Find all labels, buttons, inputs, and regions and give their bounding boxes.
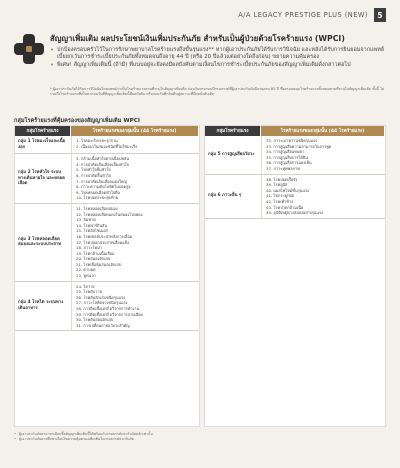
disease-item: 8. ภาวะความดันโลหิตในปอดสูง [76,184,131,190]
hero-title: สัญญาเพิ่มเติม ผลประโยชน์เงินเพิ่มประกันภัย สำหรับเป็นผู้ป่วยด้วยโรคร้ายแรง (WPCI) [50,34,345,43]
group-disease-list [261,175,385,218]
disease-item: 31. การเปลี่ยนถ่ายอวัยวะสำคัญ [76,322,130,328]
disease-item: 14. โรคพาร์กินสัน [76,222,108,228]
disease-item: 4. การผ่าตัดเส้นเลือดเลี้ยงหัวใจ [76,161,129,167]
disease-item: 28. การติดเชื้อเอชไอวีจากการทำงาน [76,306,140,312]
disease-item: 41. ไขกระดูกฝ่อ [266,193,295,199]
disease-item: 44. อุบัติเหตุทางสมองอย่างรุนแรง [266,210,323,216]
brand-title: A/A LEGACY PRESTIGE PLUS (NEW) [238,11,368,19]
disease-group-row [15,136,199,154]
disease-item: 6. การผ่าตัดลิ้นหัวใจ [76,172,112,178]
disease-item: 42. โรคเท้าช้าง [266,198,294,204]
disease-item: 40. แผลไฟไหม้ขั้นรุนแรง [266,187,309,193]
disease-table-left [14,125,200,427]
disease-item: 35. การสูญเสียการได้ยิน [266,154,308,160]
group-name: กลุ่ม 4 โรคไต ระบบทางเดินอาหาร [18,300,64,312]
disease-item: 22. ตาบอด [76,267,96,273]
group-disease-list [261,136,385,174]
disease-item: 37. ภาวะทุพพลภาพ [266,165,300,171]
disease-item: 9. โรคหลอดเลือดหัวใจตีบ [76,189,121,195]
disease-group-row [15,282,199,332]
disease-item: 13. อัมพาต [76,217,96,223]
header-group: กลุ่มโรคร้ายแรง [205,126,261,136]
table-body [205,136,385,219]
group-name: กลุ่ม 3 โรคหลอดเลือดสมองและระบบประสาท [18,236,62,248]
disease-item: 20. โรคสมองอักเสบ [76,256,111,262]
disease-item: 15. โรคอัลไซเมอร์ [76,228,108,234]
table-header [15,126,199,136]
disease-item: 7. การผ่าตัดเส้นเลือดแดงใหญ่ [76,178,127,184]
disease-group-row [205,136,385,175]
group-disease-list [71,282,199,331]
disease-item: 17. โรคปลอกประสาทเสื่อมแข็ง [76,239,130,245]
group-name: กลุ่ม 2 โรคหัวใจ ระบบทางเดินหายใจ และหลอดเลือด [18,170,65,187]
disease-item: 38. โรคปอดเรื้อรัง [266,176,298,182]
hero-bullet-2: • พิเศษ! สัญญาเพิ่มเติมนี้ (ถ้ามี) ที่แนบอยู่จะยังคงมีผลบังคับตามเงื่อนไขการชำระเบี้ยประกันภัยของสัญญาเพิ่มเติมดังกล่าวต่อไป [50,62,390,69]
disease-item: 16. โรคเซลล์ประสาทสั่งการเสื่อม [76,233,133,239]
disease-item: 33. การสูญเสียความสามารถในการพูด [266,143,332,149]
group-disease-list [71,154,199,203]
header-disease: โรคร้ายแรงของกลุ่มนั้น (44 โรคร้ายแรง) [71,126,199,136]
disease-item: 39. โรคลูปัส [266,182,288,188]
disease-item: 30. โรคตับอ่อนอักเสบ [76,317,114,323]
hero-bullets [50,47,390,71]
disease-item: 5. โรคหัวใจลิ้นหัวใจ [76,167,111,173]
disease-group-row [205,175,385,219]
header-group: กลุ่มโรคร้ายแรง [15,126,71,136]
section-title: กลุ่มโรคร้ายแรงที่คุ้มครองของสัญญาเพิ่มเติม WPCI [14,118,140,124]
page-number: 5 [374,8,386,22]
group-disease-list [71,204,199,281]
disease-item: 12. โรคหลอดเลือดแดงในสมองโป่งพอง [76,211,143,217]
table-header [205,126,385,136]
bottom-note-2: • ผู้เอาประกันภัยควรศึกษาเงื่อนไขความคุ้มครองเพิ่มเติมในกรมธรรม์ประกันภัย [14,437,386,442]
disease-item: 18. ภาวะโคม่า [76,245,102,251]
disease-item: 3. กล้ามเนื้อหัวใจตายเฉียบพลัน [76,156,130,162]
table-body [15,136,199,331]
disease-item: 23. หูหนวก [76,273,96,279]
bottom-note-1: • ผู้เอาประกันภัยสามารถเลือกซื้อสัญญาเพิ่มเติมนี้ได้พร้อมกับกรมธรรม์ประกันภัยหลักเท่านั้น [14,432,386,437]
disease-group-row [15,154,199,204]
group-name: กลุ่ม 6 ภาวะอื่น ๆ [208,193,242,199]
hero-bullet-1: • ปกป้องครอบครัวไว้ในการรักษาพยาบาลโรคร้ายแรงถึงขั้นรุนแรง** หากผู้เอาประกันภัยได้รับการวินิจฉัย และหลังได้รับการยินยอมจากแพทย์ เบี้ยยกเว้นการชำระเบี้ยประกันภัยทั้งหมดจนถึงอายุ 44 ปี (หรือ 20 ปีแล้วแต่อย่างใดถึงก่อน) ขยายความคุ้มครอง [50,47,390,61]
cross-logo-icon [14,34,44,64]
disease-item: 24. ไตวาย [76,283,95,289]
disease-item: 27. ภาวะโลหิตจางชนิดรุนแรง [76,300,128,306]
disease-item: 11. โรคหลอดเลือดสมอง [76,205,118,211]
disease-item: 34. การสูญเสียแขนขา [266,149,305,155]
header [238,8,386,22]
disease-item: 43. โรคปวดกล้ามเนื้อ [266,204,304,210]
disease-item: 32. ภาวะเบาหวานชนิดรุนแรง [266,138,318,143]
bottom-notes [14,432,386,442]
footnote: * ผู้เอาประกันภัยได้รับการวินิจฉัยโดยแพทย์ว่าเป็นโรคร้ายแรงตามที่ระบุในสัญญาเพิ่มเติม ก่อนวันครบรอบปีกรมธรรม์ที่ผู้เอาประกันภัยมีอายุครบ 85 ปี ซึ่งครอบคลุมโรคร้ายแรงทั้งหมดตามที่ระบุในสัญญาเพิ่มเติม ทั้งนี้ ไม่รวมถึงโรคร้ายแรงที่เป็นมาก่อนวันที่สัญญาเพิ่มเติมนี้มีผลบังคับ หรือก่อนวันที่กลับคืนสู่สถานะที่มีผลบังคับเดิม [50,87,385,96]
disease-item: 10. โรคปอดระยะสุดท้าย [76,195,119,201]
group-name: กลุ่ม 1 โรคมะเร็งและเนื้องอก [18,139,66,150]
disease-item: 25. โรคตับวาย [76,289,102,295]
group-name: กลุ่ม 5 การสูญเสียอวัยวะ [208,151,255,157]
header-disease: โรคร้ายแรงของกลุ่มนั้น (44 โรคร้ายแรง) [261,126,385,136]
disease-item: 26. โรคตับอักเสบชนิดรุนแรง [76,294,126,300]
disease-item: 29. การติดเชื้อเอชไอวีจากการถ่ายเลือด [76,311,144,317]
disease-group-row [15,204,199,282]
disease-item: 36. การสูญเสียการมองเห็น [266,160,312,166]
disease-item: 1. โรคมะเร็งระยะรุกราน [76,138,118,143]
disease-item: 21. โรคเยื่อหุ้มสมองอักเสบ [76,261,122,267]
disease-item: 2. เนื้องอกในสมองชนิดที่ไม่ใช่มะเร็ง [76,143,138,149]
group-disease-list [71,136,199,153]
disease-item: 19. โรคกล้ามเนื้อเสื่อม [76,250,115,256]
disease-table-right [204,125,386,427]
